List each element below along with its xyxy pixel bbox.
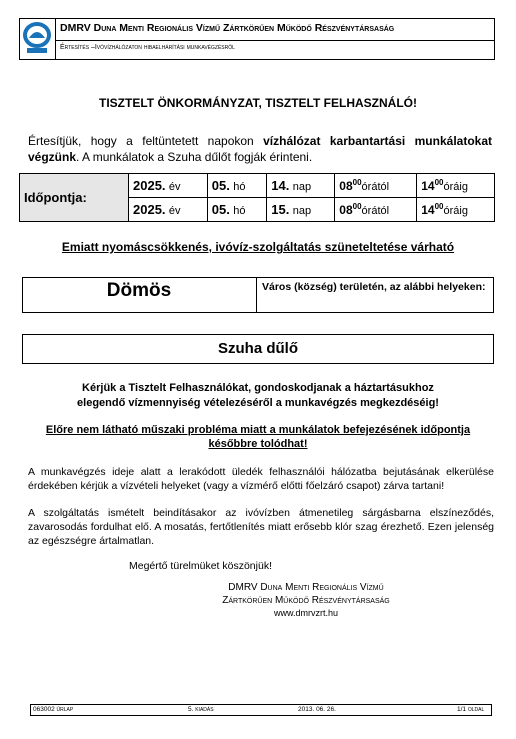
website-link[interactable]: www.dmrvzrt.hu (273, 608, 338, 618)
delay-warning (20, 423, 496, 451)
sediment-paragraph: A munkavégzés ideje alatt a lerakódott üledék felhasználói hálózatba bejutásának elkerülése érdekében kérjük a vízvételi helyeket (vagy a vízmérő előtti főelzáró csapot) zárva tartani! (28, 466, 494, 492)
end-time-cell: $14^{00}óráig$ (417, 198, 495, 222)
pressure-warning: Emiatt nyomáscsökkenés, ivóvíz-szolgáltatás szüneteltetése várható (61, 240, 455, 254)
start-time-cell: $08^{00}órától$ (335, 198, 417, 222)
end-time-cell: $14^{00}óráig$ (417, 174, 495, 198)
footer-date: 2013. 06. 26. (298, 706, 336, 713)
delay-warning-line: későbbre tolódhat! (208, 438, 308, 450)
dmrv-logo (21, 20, 53, 54)
request-line: elegendő vízmennyiség vételezéséről a munkavégzés megkezdéséig! (77, 397, 439, 409)
day-cell: 14. nap (267, 174, 335, 198)
month-cell: 05. hó (207, 174, 266, 198)
delay-warning-line: Előre nem látható műszaki probléma miatt a munkálatok befejezésének időpontja (45, 424, 471, 436)
footer-form-code: 063002 űrlap (33, 706, 74, 713)
document-subject: Értesítés –Ivóvízhálózaton hibaelhárítási munkavégzésről (60, 44, 235, 51)
schedule-label: Időpontja: (20, 174, 129, 222)
intro-text: . A munkálatok a Szuha dűlőt fogják érinteni. (76, 150, 313, 164)
signature-line: Zártkörűen Működő Részvénytársaság (222, 595, 390, 606)
signature-line: DMRV Duna Menti Regionális Vízmű (228, 582, 384, 593)
start-time-cell: $08^{00}órától$ (335, 174, 417, 198)
year-cell: 2025. év (129, 198, 208, 222)
header-divider (55, 18, 56, 60)
town-note: Város (község) területén, az alábbi helyeken: (262, 281, 486, 293)
signature-block (206, 581, 406, 620)
footer-edition: 5. kiadás (188, 706, 214, 713)
discoloration-paragraph: A szolgáltatás ismételt beindításakor az ivóvízben átmenetileg sárgásbarna elszíneződés, zavarosodás fordulhat elő. A mosatás, fertőtlenítés miatt erősebb klór szag érezhető. Ezen jelenség az egészségre ártalmatlan. (28, 507, 494, 547)
area-name: Szuha dűlő (218, 340, 298, 357)
footer-box (30, 704, 492, 716)
greeting-heading: TISZTELT ÖNKORMÁNYZAT, TISZTELT FELHASZNÁLÓ! (99, 96, 417, 110)
thanks-text: Megértő türelmüket köszönjük! (129, 560, 272, 572)
day-cell: 15. nap (267, 198, 335, 222)
intro-bold-text: vízhálózat karbantartási munkálatokat végzünk (28, 134, 492, 164)
town-name: Dömös (106, 280, 172, 301)
intro-text: Értesítjük, hogy a feltüntetett napokon (28, 134, 264, 148)
town-box-divider (256, 277, 257, 313)
header-divider (55, 40, 495, 41)
request-notice (20, 381, 496, 411)
schedule-row (20, 174, 495, 198)
month-cell: 05. hó (207, 198, 266, 222)
footer-page: 1/1 oldal (457, 706, 485, 713)
intro-paragraph (28, 133, 492, 165)
year-cell: 2025. év (129, 174, 208, 198)
schedule-table (19, 173, 495, 222)
request-line: Kérjük a Tisztelt Felhasználókat, gondoskodjanak a háztartásukhoz (82, 382, 434, 394)
company-name: DMRV Duna Menti Regionális Vízmű Zártkörűen Működő Részvénytársaság (60, 22, 395, 34)
